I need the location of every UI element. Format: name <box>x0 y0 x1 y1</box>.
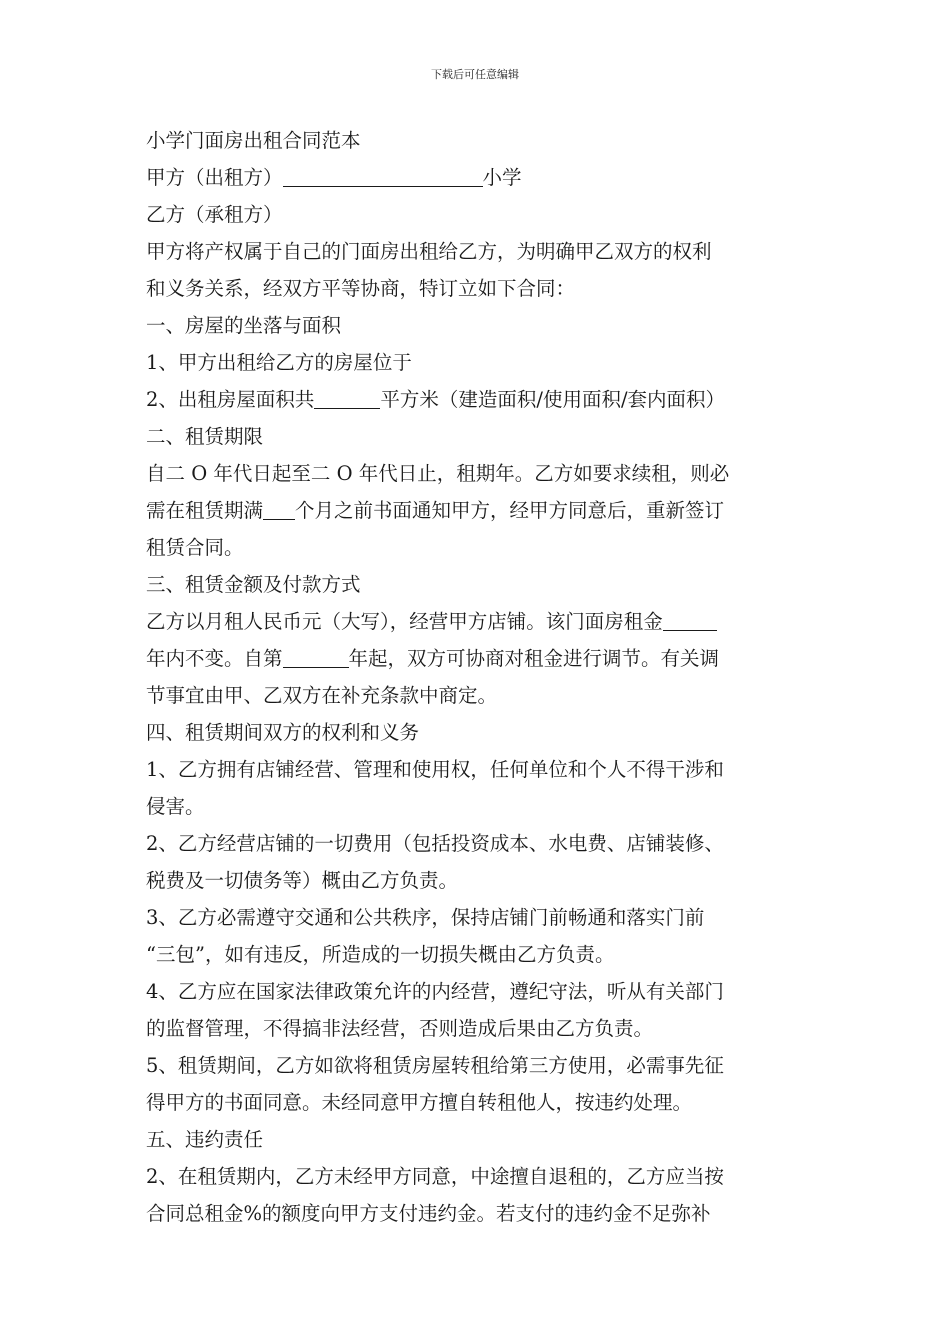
document-body <box>146 122 818 1232</box>
line-text: 自二 O 年代日起至二 O 年代日止，租期年。乙方如要求续租，则必 <box>146 462 730 485</box>
fill-in-blank <box>663 608 717 631</box>
line-text: 2、出租房屋面积共 <box>146 388 315 411</box>
text-line <box>146 307 818 344</box>
text-line <box>146 936 818 973</box>
line-text: 合同总租金%的额度向甲方支付违约金。若支付的违约金不足弥补 <box>146 1202 711 1225</box>
text-line <box>146 233 818 270</box>
fill-in-blank <box>263 497 295 520</box>
line-text: 平方米（建造面积/使用面积/套内面积） <box>380 388 726 411</box>
text-line <box>146 825 818 862</box>
line-text: 三、租赁金额及付款方式 <box>146 573 361 596</box>
line-text: 2、乙方经营店铺的一切费用（包括投资成本、水电费、店铺装修、 <box>146 832 724 855</box>
text-line <box>146 492 818 529</box>
line-text: 小学门面房出租合同范本 <box>146 129 361 152</box>
text-line <box>146 455 818 492</box>
line-text: 节事宜由甲、乙双方在补充条款中商定。 <box>146 684 498 707</box>
line-text: 税费及一切债务等）概由乙方负责。 <box>146 869 459 892</box>
text-line <box>146 122 818 159</box>
text-line <box>146 344 818 381</box>
text-line <box>146 640 818 677</box>
line-text: 二、租赁期限 <box>146 425 264 448</box>
line-text: 5、租赁期间，乙方如欲将租赁房屋转租给第三方使用，必需事先征 <box>146 1054 724 1077</box>
line-text: 四、租赁期间双方的权利和义务 <box>146 721 420 744</box>
page-header: 下载后可任意编辑 <box>431 68 519 81</box>
line-text: 4、乙方应在国家法律政策允许的内经营，遵纪守法，听从有关部门 <box>146 980 724 1003</box>
line-text: 的监督管理，不得搞非法经营，否则造成后果由乙方负责。 <box>146 1017 654 1040</box>
text-line <box>146 714 818 751</box>
line-text: 个月之前书面通知甲方，经甲方同意后，重新签订 <box>295 499 725 522</box>
line-text: 年内不变。自第 <box>146 647 283 670</box>
line-text: 租赁合同。 <box>146 536 244 559</box>
text-line <box>146 270 818 307</box>
fill-in-blank <box>283 645 349 668</box>
text-line <box>146 196 818 233</box>
line-text: 得甲方的书面同意。未经同意甲方擅自转租他人，按违约处理。 <box>146 1091 693 1114</box>
line-text: 乙方（承租方） <box>146 203 283 226</box>
line-text: 五、违约责任 <box>146 1128 264 1151</box>
line-text: 甲方（出租方） <box>146 166 283 189</box>
line-text: 2、在租赁期内，乙方未经甲方同意，中途擅自退租的，乙方应当按 <box>146 1165 724 1188</box>
text-line <box>146 566 818 603</box>
line-text: 年起，双方可协商对租金进行调节。有关调 <box>348 647 720 670</box>
line-text: 3、乙方必需遵守交通和公共秩序，保持店铺门前畅通和落实门前 <box>146 906 705 929</box>
line-text: 甲方将产权属于自己的门面房出租给乙方，为明确甲乙双方的权利 <box>146 240 712 263</box>
line-text: 一、房屋的坐落与面积 <box>146 314 342 337</box>
text-line <box>146 862 818 899</box>
line-text: 乙方以月租人民币元（大写），经营甲方店铺。该门面房租金 <box>146 610 663 633</box>
text-line <box>146 1047 818 1084</box>
text-line <box>146 529 818 566</box>
text-line <box>146 788 818 825</box>
text-line <box>146 418 818 455</box>
line-text: 需在租赁期满 <box>146 499 264 522</box>
line-text: 1、乙方拥有店铺经营、管理和使用权，任何单位和个人不得干涉和 <box>146 758 724 781</box>
text-line <box>146 973 818 1010</box>
line-text: 1、甲方出租给乙方的房屋位于 <box>146 351 412 374</box>
text-line <box>146 159 818 196</box>
text-line <box>146 751 818 788</box>
text-line <box>146 677 818 714</box>
text-line <box>146 1195 818 1232</box>
line-text: “三包”，如有违反，所造成的一切损失概由乙方负责。 <box>146 943 615 966</box>
line-text: 和义务关系，经双方平等协商，特订立如下合同： <box>146 277 576 300</box>
text-line <box>146 1121 818 1158</box>
fill-in-blank <box>283 164 483 187</box>
text-line <box>146 899 818 936</box>
text-line <box>146 603 818 640</box>
text-line <box>146 381 818 418</box>
line-text: 侵害。 <box>146 795 205 818</box>
text-line <box>146 1084 818 1121</box>
line-text: 小学 <box>482 166 522 189</box>
fill-in-blank <box>314 386 380 409</box>
text-line <box>146 1158 818 1195</box>
text-line <box>146 1010 818 1047</box>
